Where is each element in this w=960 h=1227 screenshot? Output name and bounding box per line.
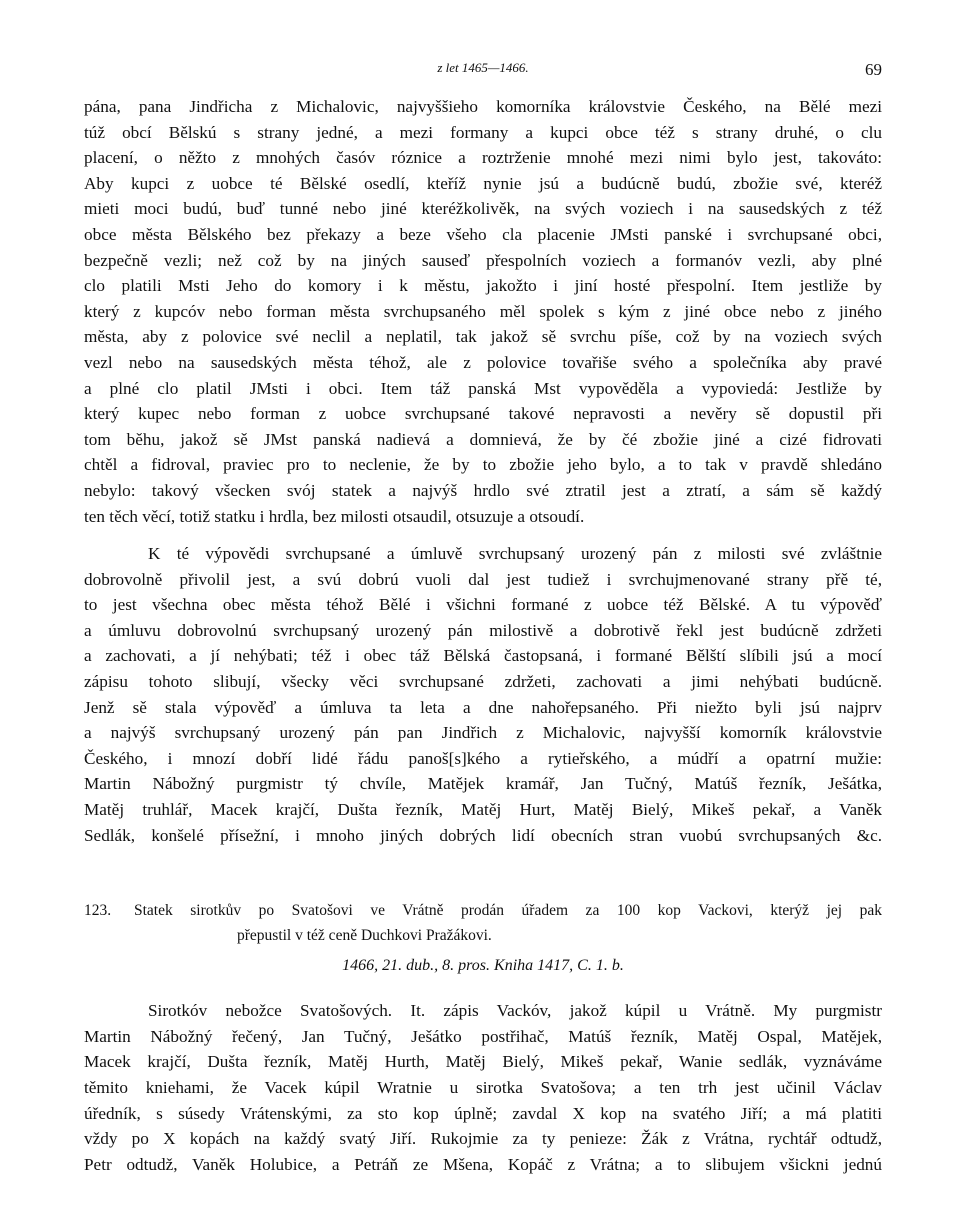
text-line: Sirotkóv nebožce Svatošových. It. zápis Vackóv, jakož kúpil u Vrátně. My purgmistr bbox=[148, 1001, 882, 1021]
entry-number: 123. bbox=[84, 902, 112, 920]
text-line: Českého, i mnozí dobří lidé řádu panoš[s]kého a rytieřského, a múdří a opatrní mužie: bbox=[84, 748, 882, 768]
text-line: clo platili Msti Jeho do komory i k městu, jakožto i jiní hosté přespolní. Item jestliže by bbox=[84, 276, 882, 296]
text-line: chtěl a fidroval, praviec pro to neclenie, že by to zbožie jeho bylo, a to tak v pravdě shledáno bbox=[84, 455, 882, 475]
text-line: to jest všechna obec města téhož Bělé i všichni formané z uobce též Bělské. A tu výpověď bbox=[84, 595, 882, 615]
entry-title-line: Statek sirotkův po Svatošovi ve Vrátně prodán úřadem za 100 kop Vackovi, kterýž jej pak bbox=[134, 902, 882, 920]
text-line: úředník, s súsedy Vrátenskými, za sto kop úplně; zavdal X kop na svatého Jiří; a má platiti bbox=[84, 1103, 882, 1123]
text-line: Jenž sě stala výpověď a úmluva ta leta a dne nahořepsaného. Při niežto byli jsú najprv bbox=[84, 697, 882, 717]
text-line: Martin Nábožný purgmistr tý chvíle, Matějek kramář, Jan Tučný, Matúš řezník, Ješátka, bbox=[84, 774, 882, 794]
entry-dateline: 1466, 21. dub., 8. pros. Kniha 1417, C. 1. b. bbox=[342, 957, 624, 975]
text-line: placení, o něžto z mnohých časóv róznice a roztrženie mnohé mezi nimi bylo jest, takováto: bbox=[84, 148, 882, 168]
text-line: Martin Nábožný řečený, Jan Tučný, Ješátko postřihač, Matúš řezník, Matěj Ospal, Matějek, bbox=[84, 1026, 882, 1046]
text-line: a zachovati, a jí nehýbati; též i obec táž Bělská častopsaná, i formané Bělští slíbili jsú a mocí bbox=[84, 646, 882, 666]
paragraph-entry-text bbox=[84, 998, 882, 1177]
entry-title-line: přepustil v též ceně Duchkovi Pražákovi. bbox=[237, 927, 492, 945]
text-line: Petr odtudž, Vaněk Holubice, a Petráň ze Mšena, Kopáč z Vrátna; a to slibujem všickni jednú bbox=[84, 1154, 882, 1174]
text-line: obce města Bělského bez překazy a beze všeho cla placenie JMsti panské i svrchupsané obci, bbox=[84, 224, 882, 244]
text-line: Matěj truhlář, Macek krajčí, Dušta řezník, Matěj Hurt, Matěj Bielý, Mikeš pekař, a Vaněk bbox=[84, 800, 882, 820]
text-line: a úmluvu dobrovolnú svrchupsaný urozený pán milostivě a dobrotivě řekl jest budúcně zdržeti bbox=[84, 620, 882, 640]
page-number: 69 bbox=[865, 60, 882, 79]
text-line: vezl nebo na sausedských města téhož, ale z polovice tovařiše svého a společníka aby pravé bbox=[84, 352, 882, 372]
entry-heading bbox=[84, 898, 882, 948]
text-line: bezpečně vezli; než což by na jiných sauseď přespolních voziech a formanóv vezli, aby plné bbox=[84, 250, 882, 270]
paragraph-agreement bbox=[84, 541, 882, 848]
text-line: Aby kupci z uobce té Bělské osedlí, kteříž nynie jsú a budúcně budú, zbožie své, kteréž bbox=[84, 173, 882, 193]
running-title: z let 1465—1466. bbox=[437, 60, 529, 75]
paragraph-continuation bbox=[84, 94, 882, 529]
text-line: vždy po X kopách na každý svatý Jiří. Rukojmie za ty penieze: Žák z Vrátna, rychtář odtudž, bbox=[84, 1129, 882, 1149]
text-line: který kupec nebo forman z uobce svrchupsané takové nepravosti a nevěry sě dopustil při bbox=[84, 404, 882, 424]
text-line: nebylo: takový všecken svój statek a najvýš hrdlo své ztratil jest a ztratí, a sám sě každý bbox=[84, 480, 882, 500]
text-line: pána, pana Jindřicha z Michalovic, najvyššieho komorníka královstvie Českého, na Bělé mezi bbox=[84, 97, 882, 116]
text-line: ten těch věcí, totiž statku i hrdla, bez milosti otsaudil, otsuzuje a otsoudí. bbox=[84, 506, 585, 526]
text-line: a plné clo platil JMsti i obci. Item táž panská Mst vypověděla a vypoviedá: Jestliže by bbox=[84, 378, 882, 398]
text-line: mieti moci budú, buď tunné nebo jiné kteréžkolivěk, na svých voziech i na sausedských z též bbox=[84, 199, 882, 219]
book-page bbox=[84, 52, 882, 1177]
text-line: Macek krajčí, Dušta řezník, Matěj Hurth, Matěj Bielý, Mikeš pekař, Wanie sedlák, vyznáváme bbox=[84, 1052, 882, 1072]
text-line: dobrovolně přivolil jest, a svú dobrú vuoli dal jest tudiež i svrchujmenované strany přě té, bbox=[84, 569, 882, 589]
text-line: túž obcí Bělskú s strany jedné, a mezi formany a kupci obce též s strany druhé, o clu bbox=[84, 122, 882, 142]
text-line: K té výpovědi svrchupsané a úmluvě svrchupsaný urozený pán z milosti své zvláštnie bbox=[148, 544, 882, 564]
text-line: Sedlák, konšelé přísežní, i mnoho jiných dobrých lidí obecních stran vuobú svrchupsaných &c. bbox=[84, 825, 882, 845]
running-head bbox=[84, 52, 882, 82]
text-line: těmito kniehami, že Vacek kúpil Wratnie u sirotka Svatošova; a ten trh jest učinil Václav bbox=[84, 1078, 882, 1097]
text-line: který z kupcóv nebo forman města svrchupsaného měl spolek s kým z jiné obce nebo z jiného bbox=[84, 301, 882, 321]
text-line: zápisu tohoto slibují, všecky věci svrchupsané zdržeti, zachovati a jimi nehýbati budúcně. bbox=[84, 672, 882, 692]
text-line: města, aby z polovice své neclil a neplatil, tak jakož sě svrchu píše, což by na voziech svých bbox=[84, 327, 882, 347]
text-line: tom běhu, jakož sě JMst panská nadievá a domnievá, že by čé zbožie jiné a cizé fidrovati bbox=[84, 429, 882, 449]
text-line: a najvýš svrchupsaný urozený pán pan Jindřich z Michalovic, najvyšší komorník královstvie bbox=[84, 723, 882, 743]
